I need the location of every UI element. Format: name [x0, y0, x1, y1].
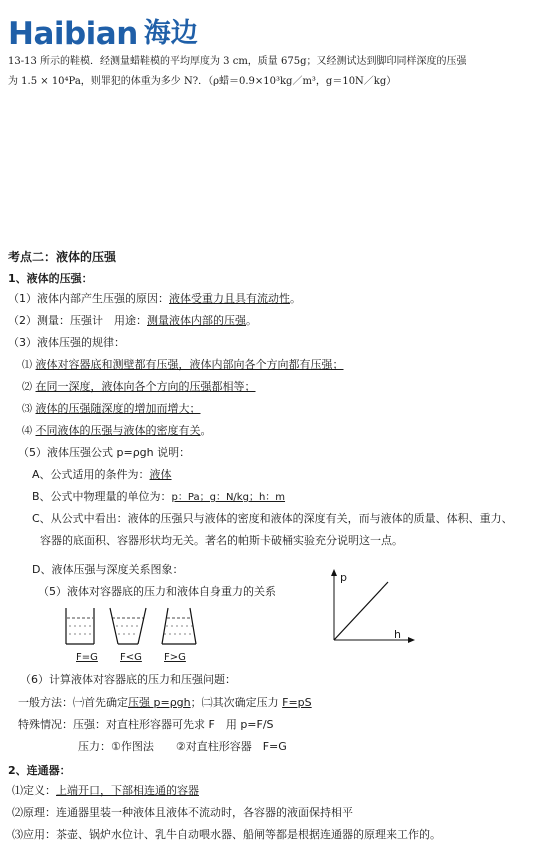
- general-method-label: 一般方法：㈠首先确定: [18, 696, 128, 709]
- general-method: [18, 696, 312, 710]
- problem-line-2: 为 1.5 × 10⁴Pa，则罪犯的体重为多少 N?．（ρ蜡＝0.9×10³kg／m³，g＝10N／kg）: [8, 76, 397, 87]
- vessel-wide-top: [110, 608, 146, 644]
- connector-definition: [12, 784, 199, 798]
- connector-definition-text: 上端开口，下部相连通的容器: [56, 784, 199, 797]
- item-1-label: （1）液体内部产生压强的原因：: [8, 292, 169, 305]
- note-a-label: A、公式适用的条件为：: [32, 468, 150, 481]
- rule-3-num: ⑶: [22, 404, 32, 415]
- rule-2: [22, 380, 256, 395]
- note-c-line-2: 容器的底面积、容器形状均无关。著名的帕斯卡破桶实验充分说明这一点。: [40, 534, 403, 547]
- logo-text-en: Haibian: [8, 16, 138, 52]
- graph-x-label: h: [394, 628, 401, 641]
- problem-line-1: 13-13 所示的鞋模．经测量蜡鞋模的平均厚度为 3 cm，质量 675g；又经测试达到脚印同样深度的压强: [8, 56, 467, 67]
- rule-3-text: 液体的压强随深度的增加而增大；: [35, 402, 201, 415]
- note-b-label: B、公式中物理量的单位为：: [32, 490, 172, 503]
- vessel-narrow-top: [162, 608, 196, 644]
- graph-x-arrow: [408, 637, 415, 643]
- subsection-2-title: 2、连通器：: [8, 764, 71, 777]
- rule-4-num: ⑷: [22, 426, 32, 437]
- graph-y-label: p: [340, 571, 347, 584]
- rule-4: [22, 424, 212, 439]
- logo: [8, 16, 198, 52]
- rule-3: [22, 402, 201, 417]
- rule-1-num: ⑴: [22, 360, 32, 371]
- item-1-answer: 液体受重力且具有流动性: [169, 292, 290, 305]
- vessel-straight: [66, 608, 94, 644]
- rule-4-text: 不同液体的压强与液体的密度有关: [35, 424, 201, 437]
- note-d: D、液体压强与深度关系图象：: [32, 563, 184, 576]
- item-2-end: 。: [246, 314, 257, 327]
- item-3: （3）液体压强的规律：: [8, 336, 125, 349]
- vessel-label-greater: F>G: [164, 652, 186, 663]
- rule-2-text: 在同一深度，液体向各个方向的压强都相等；: [35, 380, 256, 393]
- item-6: （6）计算液体对容器底的压力和压强问题：: [20, 673, 236, 686]
- graph-line: [334, 582, 388, 640]
- vessels-diagram: [50, 604, 200, 650]
- item-1: [8, 292, 301, 306]
- general-method-mid: ；㈡其次确定压力: [190, 696, 283, 709]
- item-2-answer: 测量液体内部的压强: [147, 314, 246, 327]
- rule-1: [22, 358, 344, 373]
- connector-definition-label: ⑴定义：: [12, 784, 56, 797]
- subsection-1-title: 1、液体的压强：: [8, 272, 93, 285]
- rule-4-end: 。: [200, 424, 212, 437]
- section-title: 考点二：液体的压强: [8, 250, 117, 264]
- general-method-force: F=pS: [282, 696, 312, 709]
- connector-principle: ⑵原理：连通器里装一种液体且液体不流动时，各容器的液面保持相平: [12, 806, 353, 819]
- note-b: [32, 490, 285, 505]
- connector-application: ⑶应用：茶壶、锅炉水位计、乳牛自动喂水器、船闸等都是根据连通器的原理来工作的。: [12, 828, 441, 841]
- rule-1-text: 液体对容器底和测壁都有压强，液体内部向各个方向都有压强；: [35, 358, 344, 371]
- note-b-answer: p：Pa；g：N/kg；h：m: [171, 492, 286, 503]
- graph-y-arrow: [331, 569, 337, 576]
- logo-text-cn: 海边: [143, 18, 198, 49]
- rule-2-num: ⑵: [22, 382, 32, 393]
- general-method-pressure: 压强 p=ρgh: [128, 696, 191, 709]
- special-case: 特殊情况：压强：对直柱形容器可先求 F 用 p=F/S: [18, 718, 274, 731]
- note-c-line-1: C、从公式中看出：液体的压强只与液体的密度和液体的深度有关，而与液体的质量、体积、重力、: [32, 512, 513, 525]
- item-1-end: 。: [290, 292, 301, 305]
- item-5: （5）液体压强公式 p=ρgh 说明：: [18, 446, 191, 459]
- item-2-label: （2）测量：压强计 用途：: [8, 314, 147, 327]
- vessel-label-less: F<G: [120, 652, 142, 663]
- vessel-title: （5）液体对容器底的压力和液体自身重力的关系: [38, 585, 276, 598]
- vessel-label-equal: F=G: [76, 652, 98, 663]
- special-force: 压力：①作图法 ②对直柱形容器 F=G: [78, 740, 287, 753]
- note-a: [32, 468, 172, 482]
- note-a-answer: 液体: [149, 468, 172, 481]
- item-2: [8, 314, 257, 328]
